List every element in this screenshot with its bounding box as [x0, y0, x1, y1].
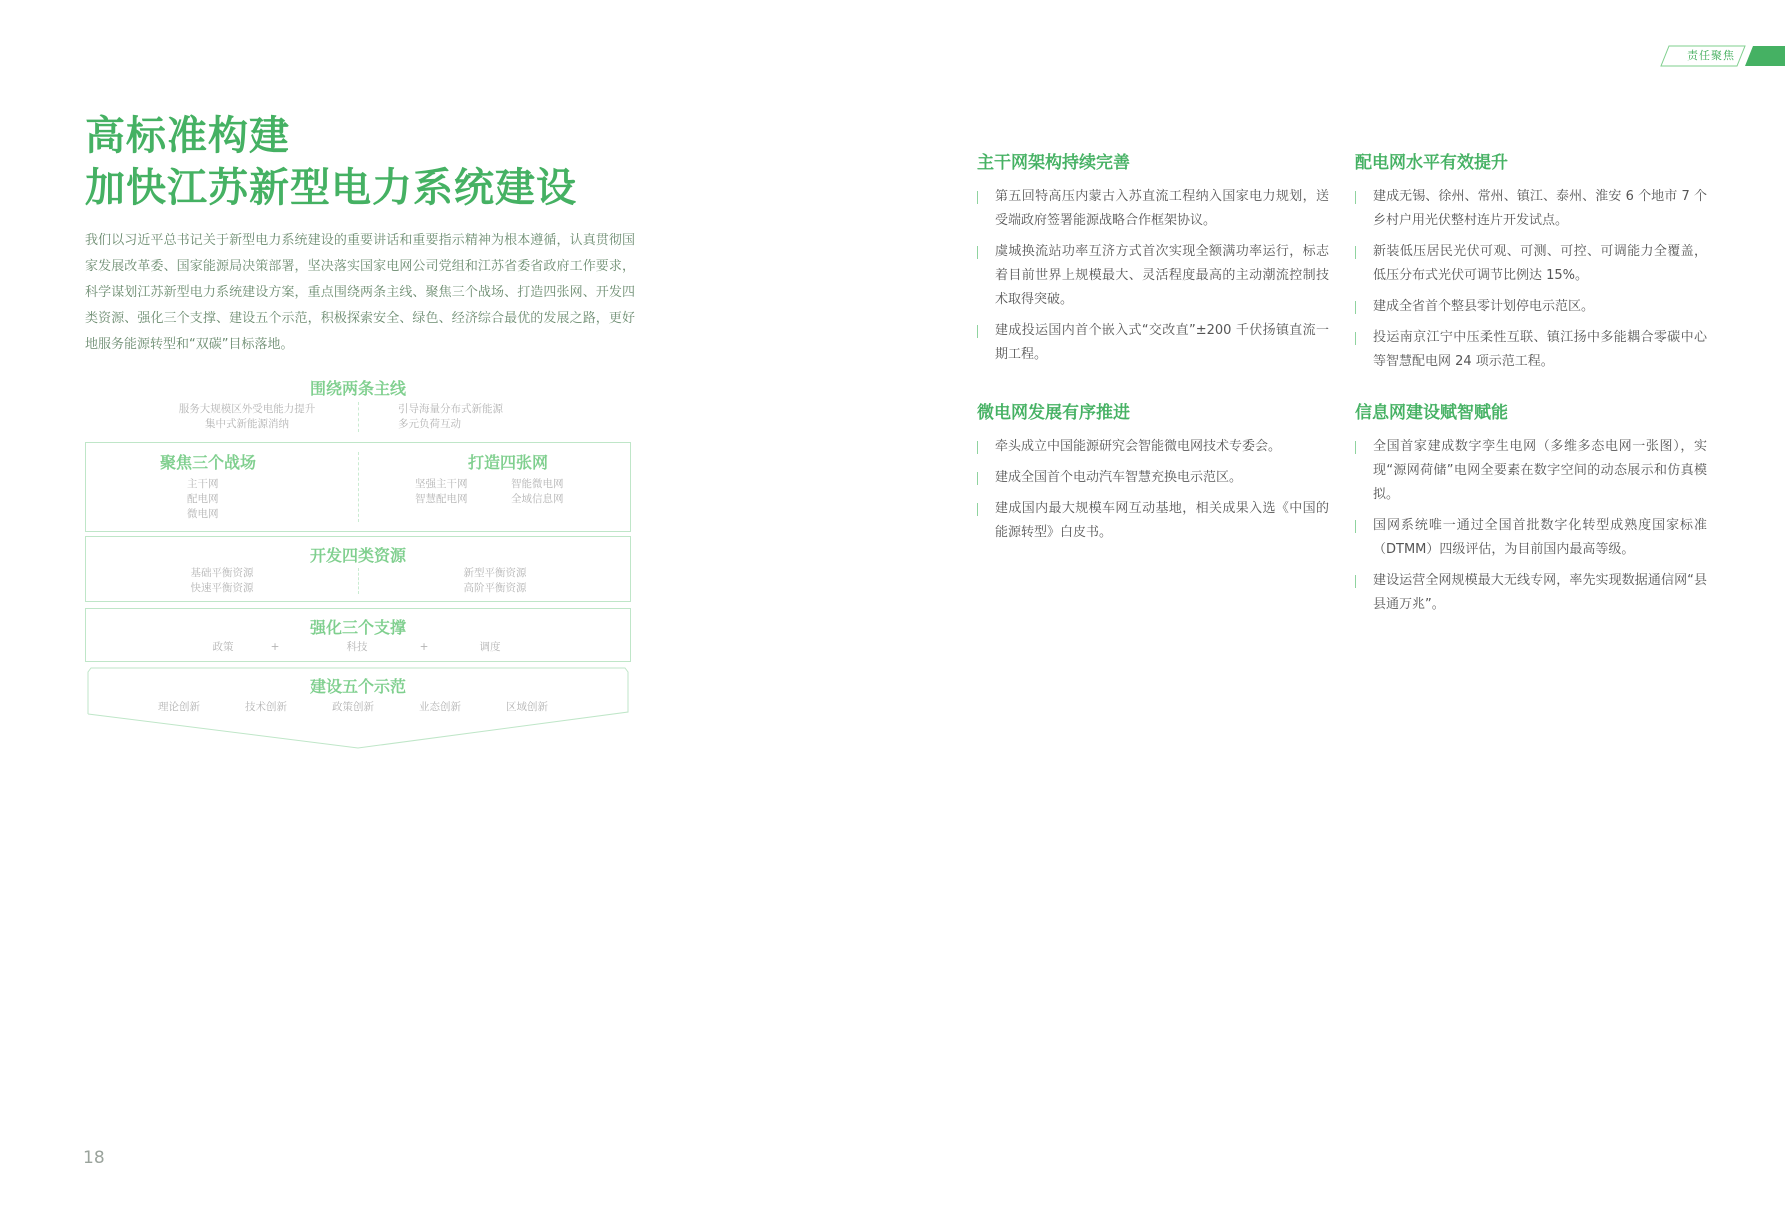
main-lines-title: 围绕两条主线: [309, 379, 406, 398]
resource-item: 快速平衡资源: [190, 582, 254, 594]
title-line-2: 加快江苏新型电力系统建设: [85, 165, 577, 211]
list-item: 全国首家建成数字孪生电网（多维多态电网一张图），实现“源网荷储”电网全要素在数字空间的动态展示和仿真模拟。: [1355, 435, 1707, 507]
demo-item: 区域创新: [506, 701, 548, 713]
section-backbone: [977, 151, 1329, 374]
demo-item: 政策创新: [332, 701, 374, 713]
divider: [358, 568, 359, 594]
list-item: 新装低压居民光伏可观、可测、可控、可调能力全覆盖，低压分布式光伏可调节比例达 15%。: [1355, 240, 1707, 288]
section-microgrid: [977, 401, 1329, 552]
section-tag: [1657, 45, 1785, 67]
plus-sign: +: [270, 641, 280, 653]
resource-item: 基础平衡资源: [190, 567, 254, 579]
divider: [358, 402, 359, 432]
list-item: 第五回特高压内蒙古入苏直流工程纳入国家电力规划，送受端政府签署能源战略合作框架协议。: [977, 185, 1329, 233]
resource-item: 高阶平衡资源: [463, 582, 527, 594]
list-item: 牵头成立中国能源研究会智能微电网技术专委会。: [977, 435, 1329, 459]
section-title: 配电网水平有效提升: [1355, 153, 1508, 173]
intro-paragraph: 我们以习近平总书记关于新型电力系统建设的重要讲话和重要指示精神为根本遵循，认真贯彻国家发展改革委、国家能源局决策部署，坚决落实国家电网公司党组和江苏省委省政府工作要求，科学谋划江苏新型电力系统建设方案，重点围绕两条主线、聚焦三个战场、打造四张网、开发四类资源、强化三个支撑、建设五个示范，积极探索安全、绿色、经济综合最优的发展之路，更好地服务能源转型和“双碳”目标落地。: [85, 233, 635, 352]
four-nets-title: 打造四张网: [467, 453, 548, 472]
list-item: 建成投运国内首个嵌入式“交改直”±200 千伏扬镇直流一期工程。: [977, 319, 1329, 367]
four-nets-col1: [415, 477, 495, 507]
main-line-item: 服务大规模区外受电能力提升: [178, 403, 316, 415]
page-title: [85, 110, 577, 214]
section-title: 主干网架构持续完善: [977, 153, 1130, 173]
main-line-item: 引导海量分布式新能源: [398, 403, 503, 415]
list-item: 建成全省首个整县零计划停电示范区。: [1355, 295, 1707, 319]
section-title: 信息网建设赋智赋能: [1355, 403, 1508, 423]
four-nets-col2: [511, 477, 591, 507]
support-item: 调度: [479, 641, 501, 653]
supports-title: 强化三个支撑: [309, 618, 406, 637]
net-item: 坚强主干网: [415, 478, 468, 490]
battlefield-item: 配电网: [187, 493, 219, 505]
net-item: 全域信息网: [511, 493, 564, 505]
list-item: 虞城换流站功率互济方式首次实现全额满功率运行，标志着目前世界上规模最大、灵活程度最高的主动潮流控制技术取得突破。: [977, 240, 1329, 312]
list-item: 投运南京江宁中压柔性互联、镇江扬中多能耦合零碳中心等智慧配电网 24 项示范工程。: [1355, 326, 1707, 374]
battlefields-title: 聚焦三个战场: [159, 453, 256, 472]
resources-left: [167, 566, 277, 596]
main-lines-left: [167, 402, 327, 432]
divider: [358, 452, 359, 522]
main-line-item: 集中式新能源消纳: [205, 418, 289, 430]
support-item: 政策: [212, 641, 234, 653]
net-item: 智慧配电网: [415, 493, 468, 505]
resources-right: [440, 566, 550, 596]
plus-sign: +: [419, 641, 429, 653]
page-number: 18: [83, 1148, 105, 1168]
section-distribution: [1355, 151, 1707, 381]
demos-title: 建设五个示范: [309, 677, 406, 696]
title-line-1: 高标准构建: [85, 113, 290, 159]
section-title: 微电网发展有序推进: [977, 403, 1130, 423]
list-item: 国网系统唯一通过全国首批数字化转型成熟度国家标准（DTMM）四级评估，为目前国内最高等级。: [1355, 514, 1707, 562]
battlefield-item: 微电网: [187, 508, 219, 520]
battlefield-item: 主干网: [187, 478, 219, 490]
net-item: 智能微电网: [511, 478, 564, 490]
resource-item: 新型平衡资源: [463, 567, 527, 579]
support-item: 科技: [346, 641, 368, 653]
section-info-network: [1355, 401, 1707, 624]
main-line-item: 多元负荷互动: [398, 418, 461, 430]
tag-label: 责任聚焦: [1687, 49, 1735, 62]
demo-item: 理论创新: [158, 701, 200, 713]
battlefields-items: [187, 477, 237, 522]
list-item: 建成国内最大规模车网互动基地，相关成果入选《中国的能源转型》白皮书。: [977, 497, 1329, 545]
list-item: 建设运营全网规模最大无线专网，率先实现数据通信网“县县通万兆”。: [1355, 569, 1707, 617]
list-item: 建成无锡、徐州、常州、镇江、泰州、淮安 6 个地市 7 个乡村户用光伏整村连片开发试点。: [1355, 185, 1707, 233]
demo-item: 技术创新: [245, 701, 287, 713]
resources-title: 开发四类资源: [309, 546, 406, 565]
list-item: 建成全国首个电动汽车智慧充换电示范区。: [977, 466, 1329, 490]
main-lines-right: [398, 402, 558, 432]
framework-diagram: [85, 372, 631, 757]
demo-item: 业态创新: [419, 701, 461, 713]
